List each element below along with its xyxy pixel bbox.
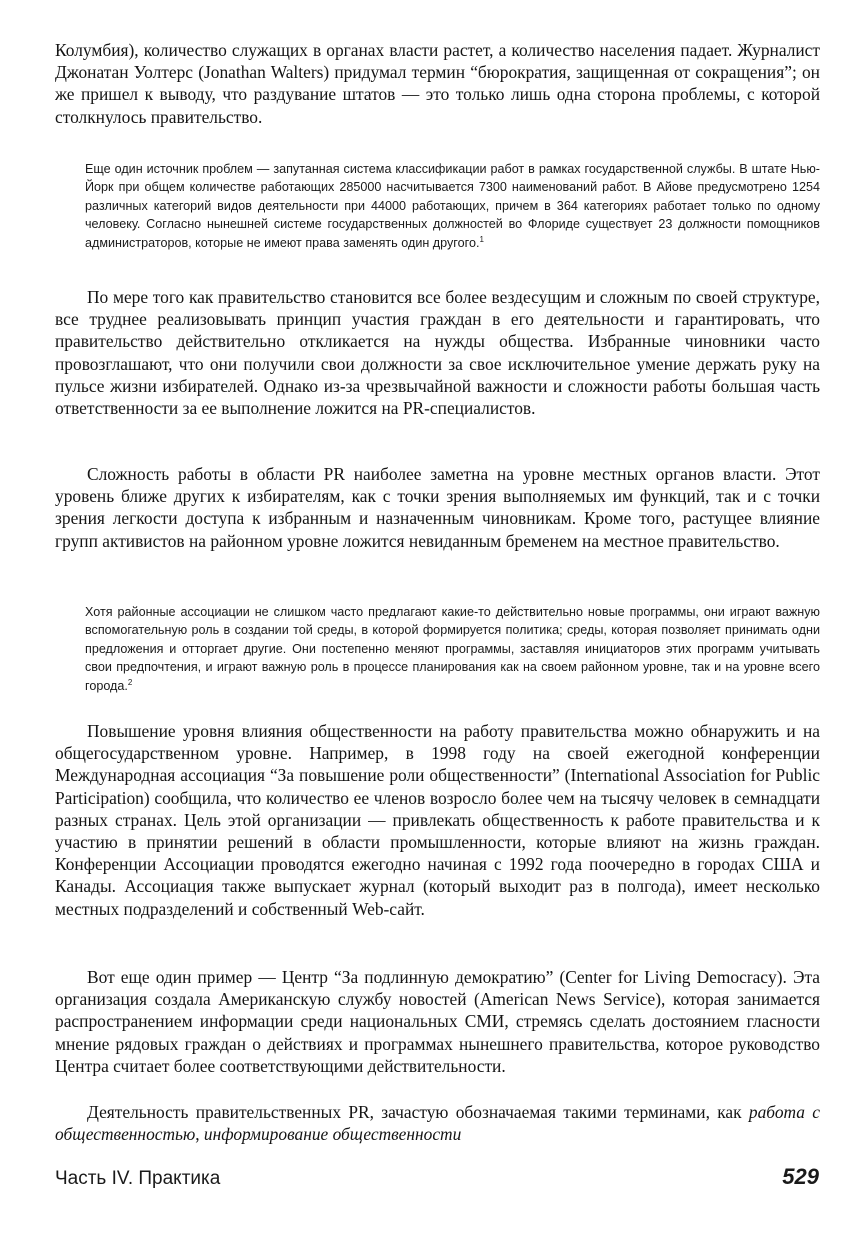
paragraph-walters: Колумбия), количество служащих в органах власти растет, а количество населения падает. Журналист Джонатан Уолтерс (Jonathan Walters) придумал термин “бюрократия, защищенная от сокращения”; он же пришел к выводу, что раздувание штатов — это только лишь одна сторона проблемы, с которой столкнулось правительство. (55, 40, 820, 127)
quote-neighborhood-associations (85, 603, 820, 695)
term-public-relations: работа с общественностью (55, 1102, 821, 1145)
quote-job-classification-text: Еще один источник проблем — запутанная система классификации работ в рамках государственной службы. В штате Нью-Йорк при общем количестве работающих 285000 насчитывается 7300 наименований работ. В Айове предусмотрено 1254 различных категорий видов деятельности при 44000 работающих, причем в 364 категориях работает только по одному человеку. Согласно нынешней системе государственных должностей во Флориде существует 23 должности помощников администраторов, которые не имеют права заменять один другого. (85, 162, 820, 250)
paragraph-public-participation: Повышение уровня влияния общественности на работу правительства можно обнаружить и на общегосударственном уровне. Например, в 1998 году на своей ежегодной конференции Международная ассоциация “За повышение роли общественности” (International Association for Public Participation) сообщила, что количество ее членов возросло более чем на тысячу человек в семнадцати разных странах. Цель этой организации — привлекать общественность к работе правительства и к участию в принятии решений в области промышленности, которые влияют на жизнь граждан. Конференции Ассоциации проводятся ежегодно начиная с 1992 года поочередно в городах США и Канады. Ассоциация также выпускает журнал (который выходит раз в полгода), имеет несколько местных подразделений и собственный Web-сайт. (55, 721, 820, 919)
term-separator: , (195, 1124, 204, 1145)
paragraph-living-democracy: Вот еще один пример — Центр “За подлинную демократию” (Center for Living Democracy). Эта организация создала Американскую службу новостей (American News Service), которая занимается распространением информации среди национальных СМИ, стремясь сделать достоянием гласности мнение рядовых граждан о действиях и программах нынешнего правительства, которое руководство Центра считает более соответствующими действительности. (55, 967, 820, 1076)
footer-section-title: Часть IV. Практика (55, 1168, 221, 1189)
paragraph-local-government: Сложность работы в области PR наиболее заметна на уровне местных органов власти. Этот уровень ближе других к избирателям, как с точки зрения выполняемых им функций, так и с точки зрения легкости доступа к избранным и назначенным чиновникам. Кроме того, растущее влияние групп активистов на районном уровне ложится невиданным бременем на местное правительство. (55, 464, 820, 551)
term-public-information: информирование общественности (203, 1124, 462, 1145)
paragraph-government-pr (55, 1101, 820, 1145)
quote-job-classification (85, 160, 820, 252)
paragraph-government-pr-text: Деятельность правительственных PR, зачастую обозначаемая такими терминами, как (87, 1102, 749, 1122)
footnote-ref-1: 1 (479, 234, 484, 244)
page-number: 529 (782, 1164, 819, 1189)
footnote-ref-2: 2 (127, 677, 133, 687)
quote-neighborhood-associations-text: Хотя районные ассоциации не слишком часто предлагают какие-то действительно новые программы, они играют важную вспомогательную роль в создании той среды, в которой формируется политика; среды, которая позволяет принимать одни предложения и отторгает другие. Они постепенно меняют программы, заставляя инициаторов этих программ учитывать свои предпочтения, и играют важную роль в процессе планирования как на своем районном уровне, так и на уровне всего города. (85, 605, 820, 693)
paragraph-government-complexity: По мере того как правительство становится все более вездесущим и сложным по своей структуре, все труднее реализовывать принцип участия граждан в его деятельности и гарантировать, что правительство действительно откликается на нужды общества. Избранные чиновники часто провозглашают, что они получили свои должности за свое исключительное умение держать руку на пульсе жизни избирателей. Однако из-за чрезвычайной важности и сложности работы большая часть ответственности за ее выполнение ложится на PR-специалистов. (55, 287, 820, 419)
